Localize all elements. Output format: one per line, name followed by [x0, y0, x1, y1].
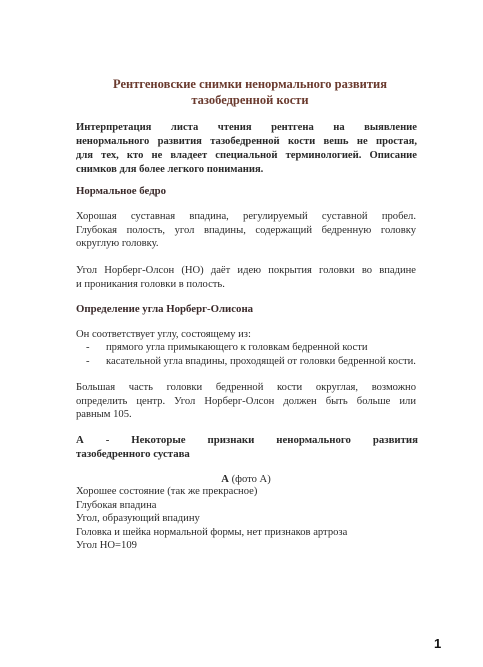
paragraph-line: Угол Норберг-Олсон (НО) даёт идею покрытия головки во впадине [76, 265, 416, 276]
title-line: тазобедренной кости [191, 93, 309, 107]
intro-line: для тех, кто не владеет специальной терминологией. Описание [76, 150, 417, 161]
definition-bullet-list [76, 341, 416, 368]
definition-paragraph [76, 381, 416, 422]
heading-line: А - Некоторые признаки ненормального развития [76, 434, 418, 446]
photo-a-description [76, 485, 416, 553]
section-heading-definition: Определение угла Норберг-Олисона [76, 303, 254, 315]
intro-line: Интерпретация листа чтения рентгена на выявление [76, 122, 417, 133]
intro-paragraph [76, 121, 417, 177]
paragraph-line: Большая часть головки бедренной кости округлая, возможно [76, 382, 416, 393]
section-heading-normal-hip: Нормальное бедро [76, 185, 167, 197]
normal-hip-paragraph-1 [76, 210, 416, 251]
photo-caption [76, 474, 416, 485]
page-number: 1 [434, 636, 442, 651]
intro-line: ненормального развития тазобедренной кости вешь не простая, [76, 136, 417, 147]
paragraph-line: Глубокая полость, угол впадины, содержащий бедренную головку [76, 224, 416, 236]
paragraph-line: Хорошая суставная впадина, регулируемый суставной пробел. [76, 211, 416, 222]
intro-line: снимков для более легкого понимания. [76, 164, 264, 175]
description-line: Головка и шейка нормальной формы, нет признаков артроза [76, 526, 348, 538]
paragraph-line: равным 105. [76, 409, 132, 420]
photo-label: А [221, 474, 229, 485]
paragraph-line: определить центр. Угол Норберг-Олсон должен быть больше или [76, 395, 416, 407]
definition-lead: Он соответствует углу, состоящему из: [76, 329, 251, 340]
description-line: Угол, образующий впадину [76, 513, 200, 524]
heading-line: тазобедренного сустава [76, 448, 190, 460]
title-line: Рентгеновские снимки ненормального развития [113, 77, 387, 91]
document-title [60, 76, 440, 108]
description-line: Хорошее состояние (так же прекрасное) [76, 486, 258, 497]
description-line: Глубокая впадина [76, 499, 157, 511]
bullet-item: - касательной угла впадины, проходящей от головки бедренной кости. [76, 355, 416, 369]
photo-label-rest: (фото А) [228, 474, 271, 485]
paragraph-line: округлую головку. [76, 238, 159, 249]
bullet-item: - прямого угла примыкающего к головкам бедренной кости [76, 341, 416, 355]
paragraph-line: и проникания головки в полость. [76, 278, 225, 290]
normal-hip-paragraph-2 [76, 264, 416, 291]
description-line: Угол НО=109 [76, 540, 137, 551]
section-heading-a [76, 433, 418, 461]
